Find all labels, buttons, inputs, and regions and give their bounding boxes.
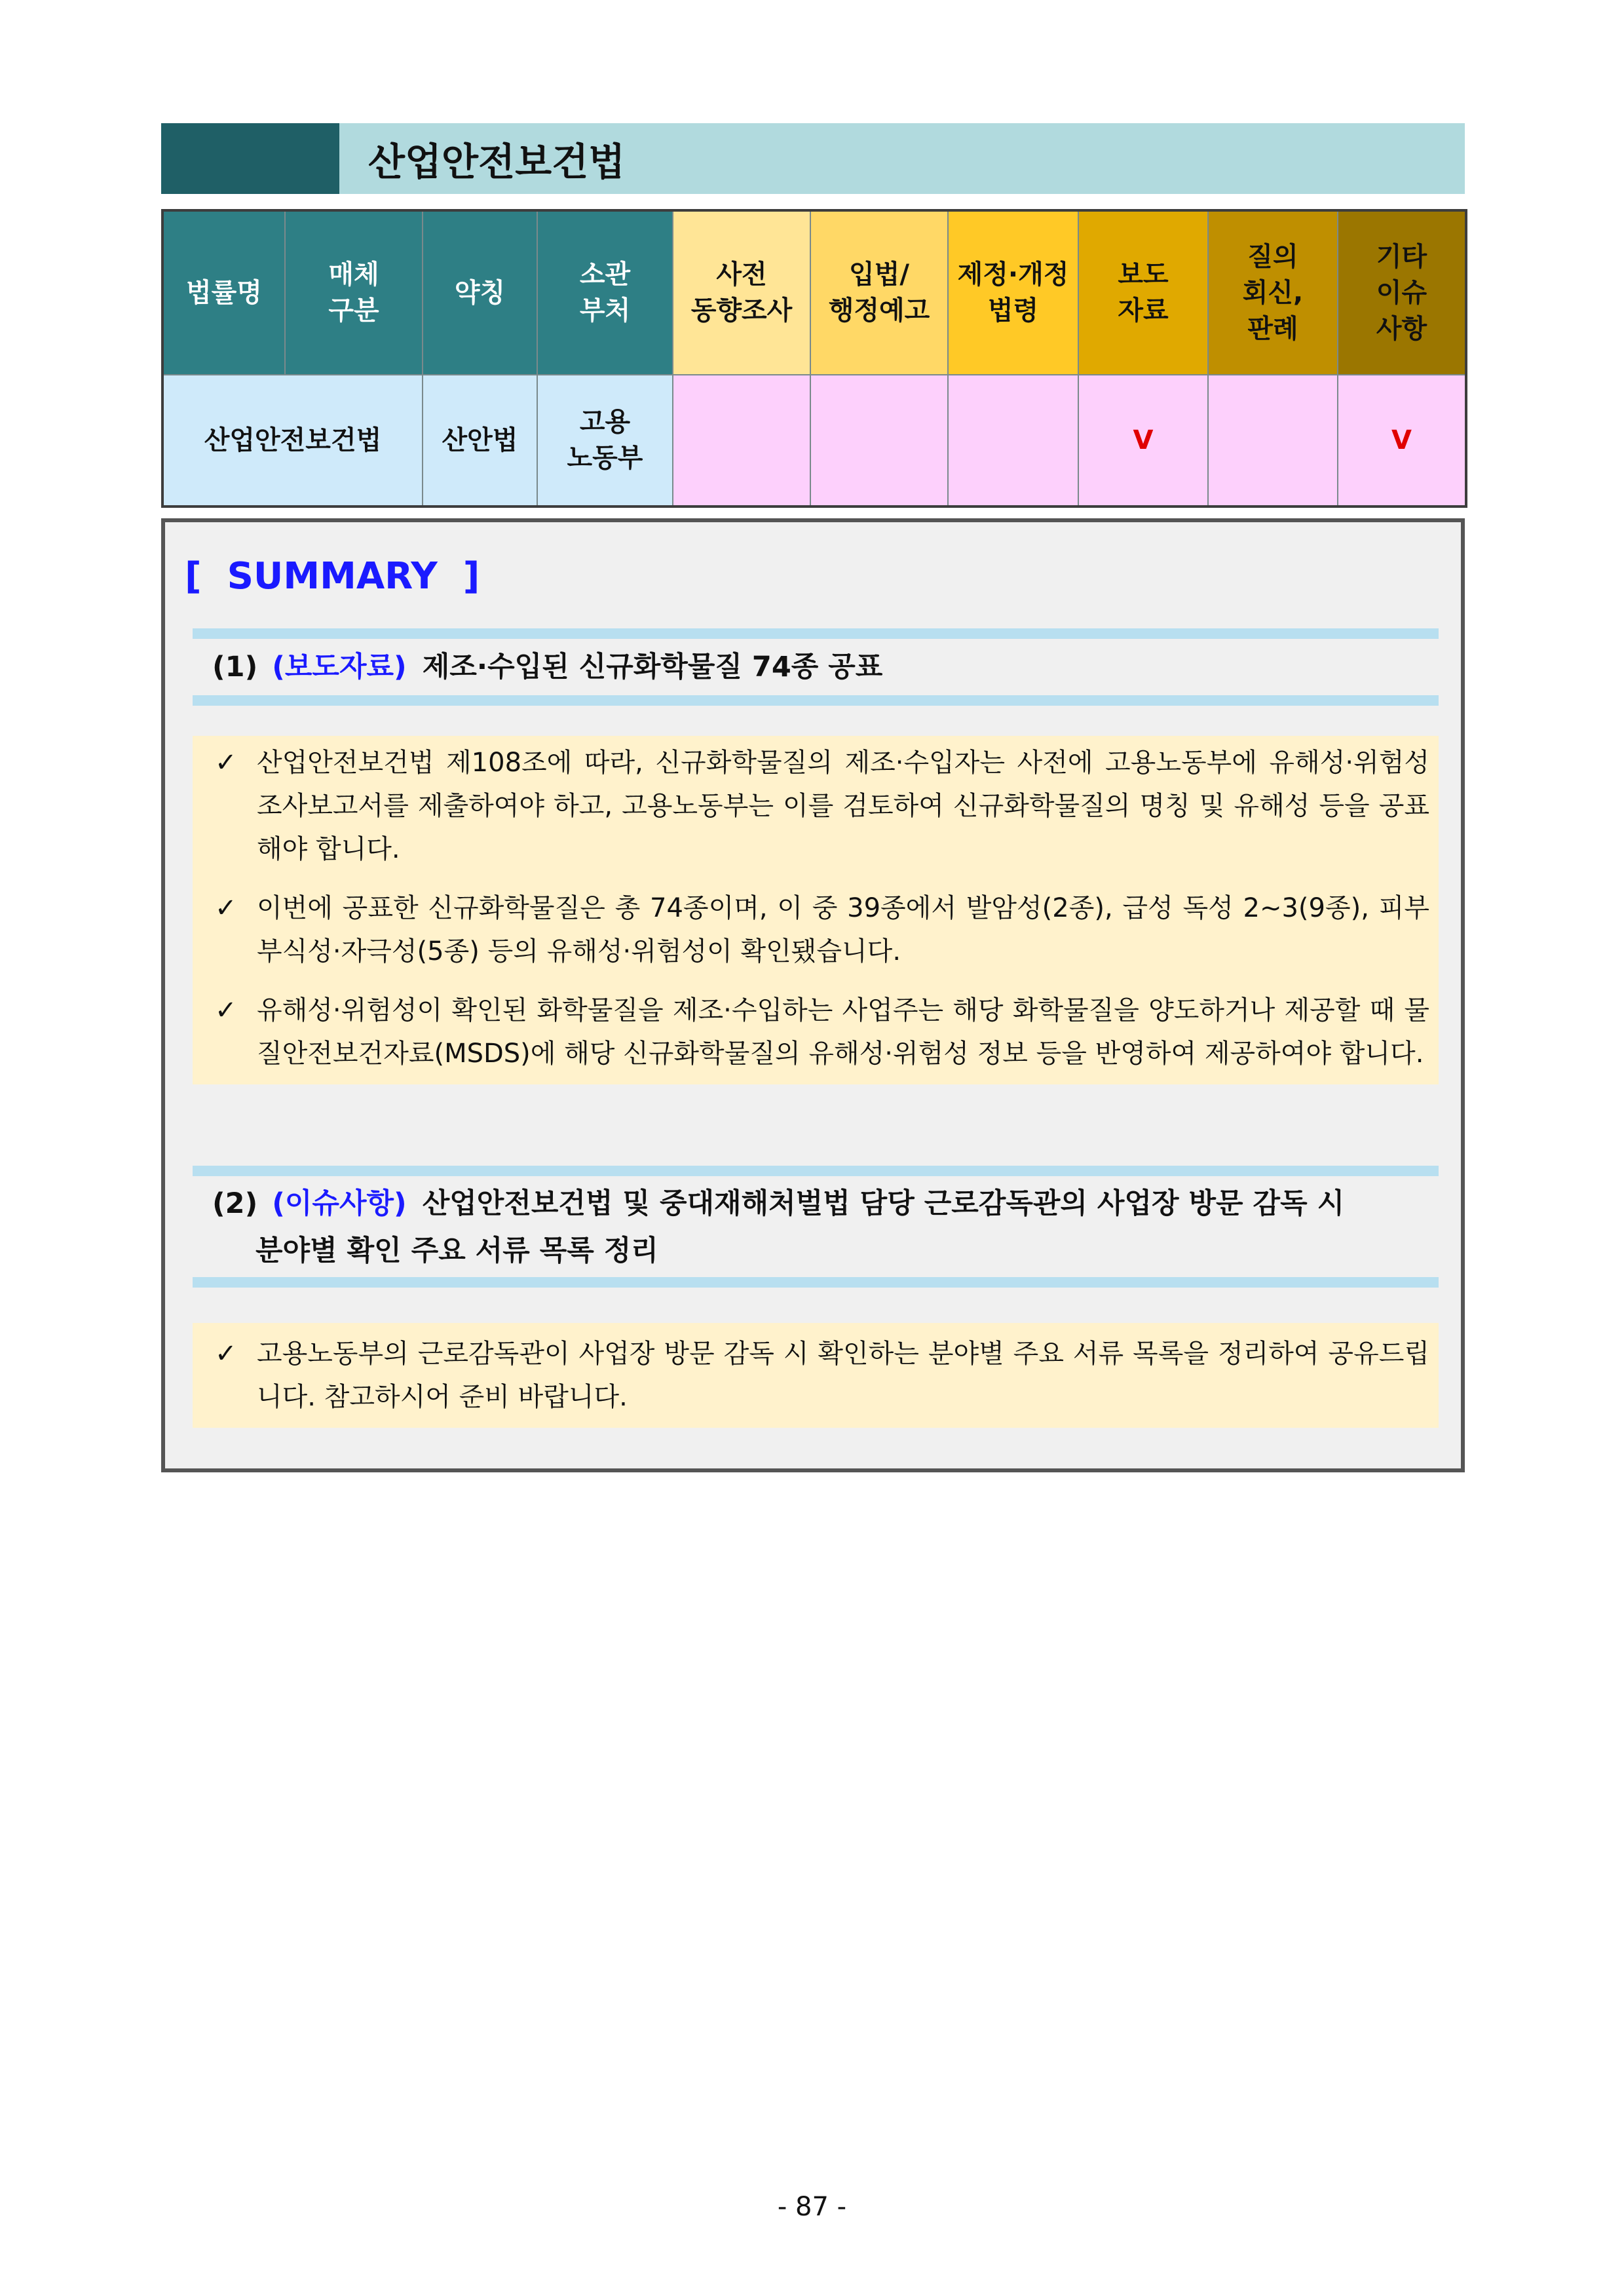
ministry-label: 고용 노동부 — [567, 407, 643, 473]
header-label: 제정·개정 법령 — [957, 259, 1069, 326]
section-heading-continued: 분야별 확인 주요 서류 목록 정리 — [255, 1234, 658, 1267]
header-label: 법률명 — [186, 277, 262, 308]
cell-enactment-revision — [948, 375, 1078, 507]
header-press-release — [1078, 210, 1208, 375]
check-icon: ✓ — [215, 1339, 237, 1369]
check-icon: ✓ — [215, 893, 237, 923]
press-release-mark: V — [1133, 425, 1154, 455]
cell-press-release — [1078, 375, 1208, 507]
section-tag: (보도자료) — [272, 651, 407, 683]
cell-other-issues — [1338, 375, 1466, 507]
header-label: 소관 부처 — [579, 259, 631, 326]
list-item — [193, 741, 1439, 871]
section-heading-text: 산업안전보건법 및 중대재해처벌법 담당 근로감독관의 사업장 방문 감독 시 — [422, 1187, 1345, 1220]
header-label: 질의 회신, 판례 — [1242, 241, 1304, 344]
cell-law-name: 산업안전보건법 — [162, 375, 423, 507]
header-label: 입법/ 행정예고 — [828, 259, 930, 326]
section-number: (1) — [212, 651, 258, 683]
section-number: (2) — [212, 1187, 258, 1220]
header-label: 약칭 — [454, 277, 506, 308]
header-inquiry-ruling — [1208, 210, 1338, 375]
header-label: 사전 동향조사 — [690, 259, 793, 326]
cell-abbreviation: 산안법 — [423, 375, 537, 507]
section-title-bar — [161, 123, 1465, 194]
section-divider — [193, 1277, 1439, 1288]
page-title: 산업안전보건법 — [368, 140, 626, 184]
summary-title: [ SUMMARY ] — [185, 555, 480, 598]
header-media-type — [285, 210, 423, 375]
section-2-heading — [212, 1180, 1437, 1274]
table-row — [162, 375, 1466, 507]
section-divider — [193, 695, 1439, 706]
law-info-table — [161, 209, 1467, 508]
header-abbreviation — [423, 210, 537, 375]
section-divider — [193, 1166, 1439, 1176]
table-header-row — [162, 210, 1466, 375]
list-item — [193, 887, 1439, 973]
check-icon: ✓ — [215, 748, 237, 778]
page-number: - 87 - — [777, 2192, 847, 2222]
cell-inquiry-ruling — [1208, 375, 1338, 507]
header-label: 보도 자료 — [1118, 259, 1169, 326]
section-1-bullets — [193, 736, 1439, 1084]
header-label: 기타 이슈 사항 — [1376, 241, 1427, 344]
header-other-issues — [1338, 210, 1466, 375]
section-divider — [193, 628, 1439, 639]
bullet-text: 유해성·위험성이 확인된 화학물질을 제조·수입하는 사업주는 해당 화학물질을 양도하거나 제공할 때 물질안전보건자료(MSDS)에 해당 신규화학물질의 유해성·위험성 정보 등을 반영하여 제공하여야 합니다. — [257, 995, 1429, 1069]
section-1-heading — [212, 643, 1437, 691]
header-enactment-revision — [948, 210, 1078, 375]
header-label: 매체 구분 — [328, 259, 379, 326]
header-legislative-notice — [810, 210, 948, 375]
cell-prior-survey — [673, 375, 810, 507]
title-accent-block — [161, 123, 339, 194]
bullet-text: 산업안전보건법 제108조에 따라, 신규화학물질의 제조·수입자는 사전에 고용노동부에 유해성·위험성 조사보고서를 제출하여야 하고, 고용노동부는 이를 검토하여 신규화학물질의 명칭 및 유해성 등을 공표해야 합니다. — [257, 748, 1429, 864]
summary-box — [161, 518, 1465, 1472]
list-item — [193, 989, 1439, 1075]
section-2-bullets — [193, 1323, 1439, 1428]
section-heading-text: 제조·수입된 신규화학물질 74종 공표 — [422, 651, 883, 683]
bullet-text: 이번에 공표한 신규화학물질은 총 74종이며, 이 중 39종에서 발암성(2종), 급성 독성 2~3(9종), 피부 부식성·자극성(5종) 등의 유해성·위험성이 확인됐습니다. — [257, 893, 1429, 966]
check-icon: ✓ — [215, 995, 237, 1025]
list-item — [193, 1332, 1439, 1419]
cell-ministry — [537, 375, 673, 507]
section-tag: (이슈사항) — [272, 1187, 407, 1220]
title-band — [339, 123, 1465, 194]
bullet-text: 고용노동부의 근로감독관이 사업장 방문 감독 시 확인하는 분야별 주요 서류 목록을 정리하여 공유드립니다. 참고하시어 준비 바랍니다. — [257, 1339, 1429, 1412]
cell-legislative-notice — [810, 375, 948, 507]
header-law-name — [162, 210, 285, 375]
other-issues-mark: V — [1391, 425, 1412, 455]
header-ministry — [537, 210, 673, 375]
header-prior-survey — [673, 210, 810, 375]
